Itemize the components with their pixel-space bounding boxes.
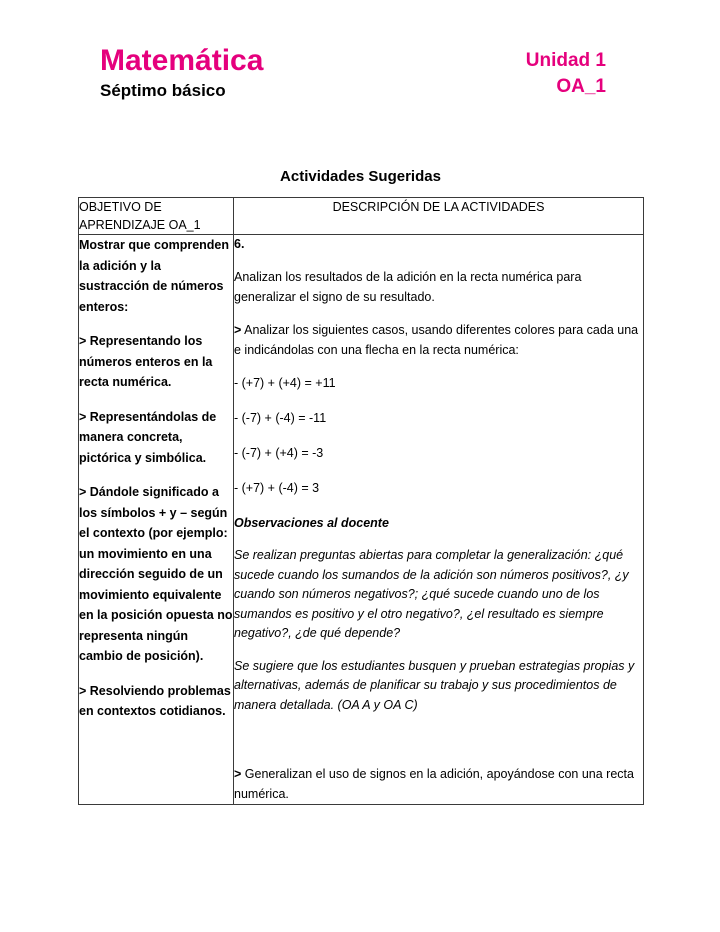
objective-paragraph: > Resolviendo problemas en contextos cotidianos. bbox=[79, 683, 231, 718]
oa-code-label: OA_1 bbox=[556, 76, 606, 97]
activities-table bbox=[78, 197, 644, 805]
bullet-marker: > bbox=[234, 323, 242, 337]
activity-intro-paragraph: Analizan los resultados de la adición en la recta numérica para generalizar el signo de su resultado. bbox=[234, 270, 582, 304]
equation-item: - (+7) + (-4) = 3 bbox=[234, 481, 320, 495]
objective-paragraph: > Representándolas de manera concreta, pictórica y simbólica. bbox=[79, 409, 217, 465]
header-right-group bbox=[526, 48, 606, 99]
objective-paragraph: Mostrar que comprenden la adición y la sustracción de números enteros: bbox=[79, 238, 230, 314]
activity-number: 6. bbox=[234, 237, 245, 251]
objective-paragraph: > Representando los números enteros en la recta numérica. bbox=[79, 334, 213, 389]
equation-item: - (-7) + (+4) = -3 bbox=[234, 446, 324, 460]
table-row bbox=[79, 235, 644, 805]
header-left-group bbox=[100, 44, 263, 102]
activity-instruction-paragraph bbox=[234, 321, 643, 360]
document-header bbox=[100, 44, 606, 114]
table-header-row bbox=[79, 198, 644, 235]
equation-item: - (-7) + (-4) = -11 bbox=[234, 411, 327, 425]
bullet-marker: > bbox=[234, 767, 242, 781]
objective-cell bbox=[79, 235, 234, 805]
subject-title: Matemática bbox=[100, 44, 264, 77]
grade-level-title: Séptimo básico bbox=[100, 81, 226, 100]
unit-label: Unidad 1 bbox=[525, 50, 606, 71]
final-activity-paragraph bbox=[234, 765, 643, 804]
final-activity-text: Generalizan el uso de signos en la adición, apoyándose con una recta numérica. bbox=[234, 767, 634, 801]
observations-heading: Observaciones al docente bbox=[234, 516, 389, 530]
observations-paragraph: Se realizan preguntas abiertas para completar la generalización: ¿qué sucede cuando los sumandos de la adición son números positivos?, ¿y cuando son números negativos?; ¿qué sucede cuando uno de los sumandos es positivo y el otro negativo?, ¿el resultado es siempre negativo?, ¿de qué depende? bbox=[234, 548, 629, 640]
observations-paragraph: Se sugiere que los estudiantes busquen y prueban estrategias propias y alternativas, además de planificar su trabajo y sus procedimientos de manera detallada. (OA A y OA C) bbox=[234, 658, 635, 712]
section-heading: Actividades Sugeridas bbox=[280, 168, 441, 185]
equation-item: - (+7) + (+4) = +11 bbox=[234, 376, 336, 390]
activity-instruction-text: Analizar los siguientes casos, usando diferentes colores para cada una e indicándolas con una flecha en la recta numérica: bbox=[234, 323, 639, 357]
objective-paragraph: > Dándole significado a los símbolos + y – según el contexto (por ejemplo: un movimiento en una dirección seguido de un movimiento equivalente en la posición opuesta no representa ningún cambio de posición). bbox=[79, 485, 233, 663]
column-header-objective: OBJETIVO DE APRENDIZAJE OA_1 bbox=[79, 198, 234, 235]
column-header-description: DESCRIPCIÓN DE LA ACTIVIDADES bbox=[234, 198, 644, 235]
description-cell bbox=[234, 235, 644, 805]
